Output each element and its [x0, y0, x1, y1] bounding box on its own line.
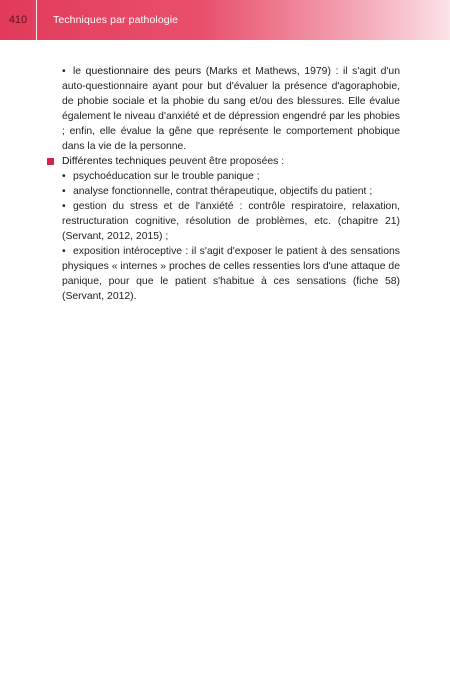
bullet-dot: [62, 171, 73, 182]
list-item: [62, 199, 400, 244]
bullet-dot: [62, 186, 73, 197]
list-item-text: analyse fonctionnelle, contrat thérapeutique, objectifs du patient ;: [73, 186, 373, 197]
list-item-text: psychoéducation sur le trouble panique ;: [73, 171, 260, 182]
section-text: peuvent être proposées :: [166, 156, 285, 167]
page-body: [62, 64, 400, 304]
list-item: [62, 169, 400, 184]
bullet-dot: [62, 201, 73, 212]
questionnaire-term: questionnaire des peurs: [85, 66, 202, 77]
paragraph-questionnaire: [62, 64, 400, 154]
questionnaire-text: (Marks et Mathews, 1979) : il s'agit d'un auto-questionnaire ayant pour but d'évaluer la présence d'agoraphobie, de phobie sociale et la phobie du sang et/ou des blessures. Elle évalue également le niveau d'anxiété et de dépression engendré par les phobies ; enfin, elle évalue la gêne que représente le comportement phobique dans la vie de la personne.: [62, 66, 400, 152]
page-number: 410: [8, 14, 28, 26]
running-header: [0, 0, 450, 40]
header-divider: [36, 0, 37, 40]
bullet-dot: [62, 66, 73, 77]
square-bullet-icon: [47, 158, 54, 165]
list-item: [62, 244, 400, 304]
list-item: [62, 184, 400, 199]
running-title: Techniques par pathologie: [53, 14, 179, 26]
bullet-dot: [62, 246, 73, 257]
list-item-text: exposition intéroceptive : il s'agit d'exposer le patient à des sensations physiques « internes » proches de celles ressenties lors d'une attaque de panique, pour que le patient s'habitue à ces sensations (fiche 58) (Servant, 2012).: [62, 246, 400, 302]
section-term: Différentes techniques: [62, 156, 167, 167]
list-item-text: gestion du stress et de l'anxiété : contrôle respiratoire, relaxation, restructuration cognitive, résolution de problèmes, etc. (chapitre 21) (Servant, 2012, 2015) ;: [62, 201, 400, 242]
bullet-prefix: le: [73, 66, 86, 77]
section-techniques: [62, 154, 400, 169]
